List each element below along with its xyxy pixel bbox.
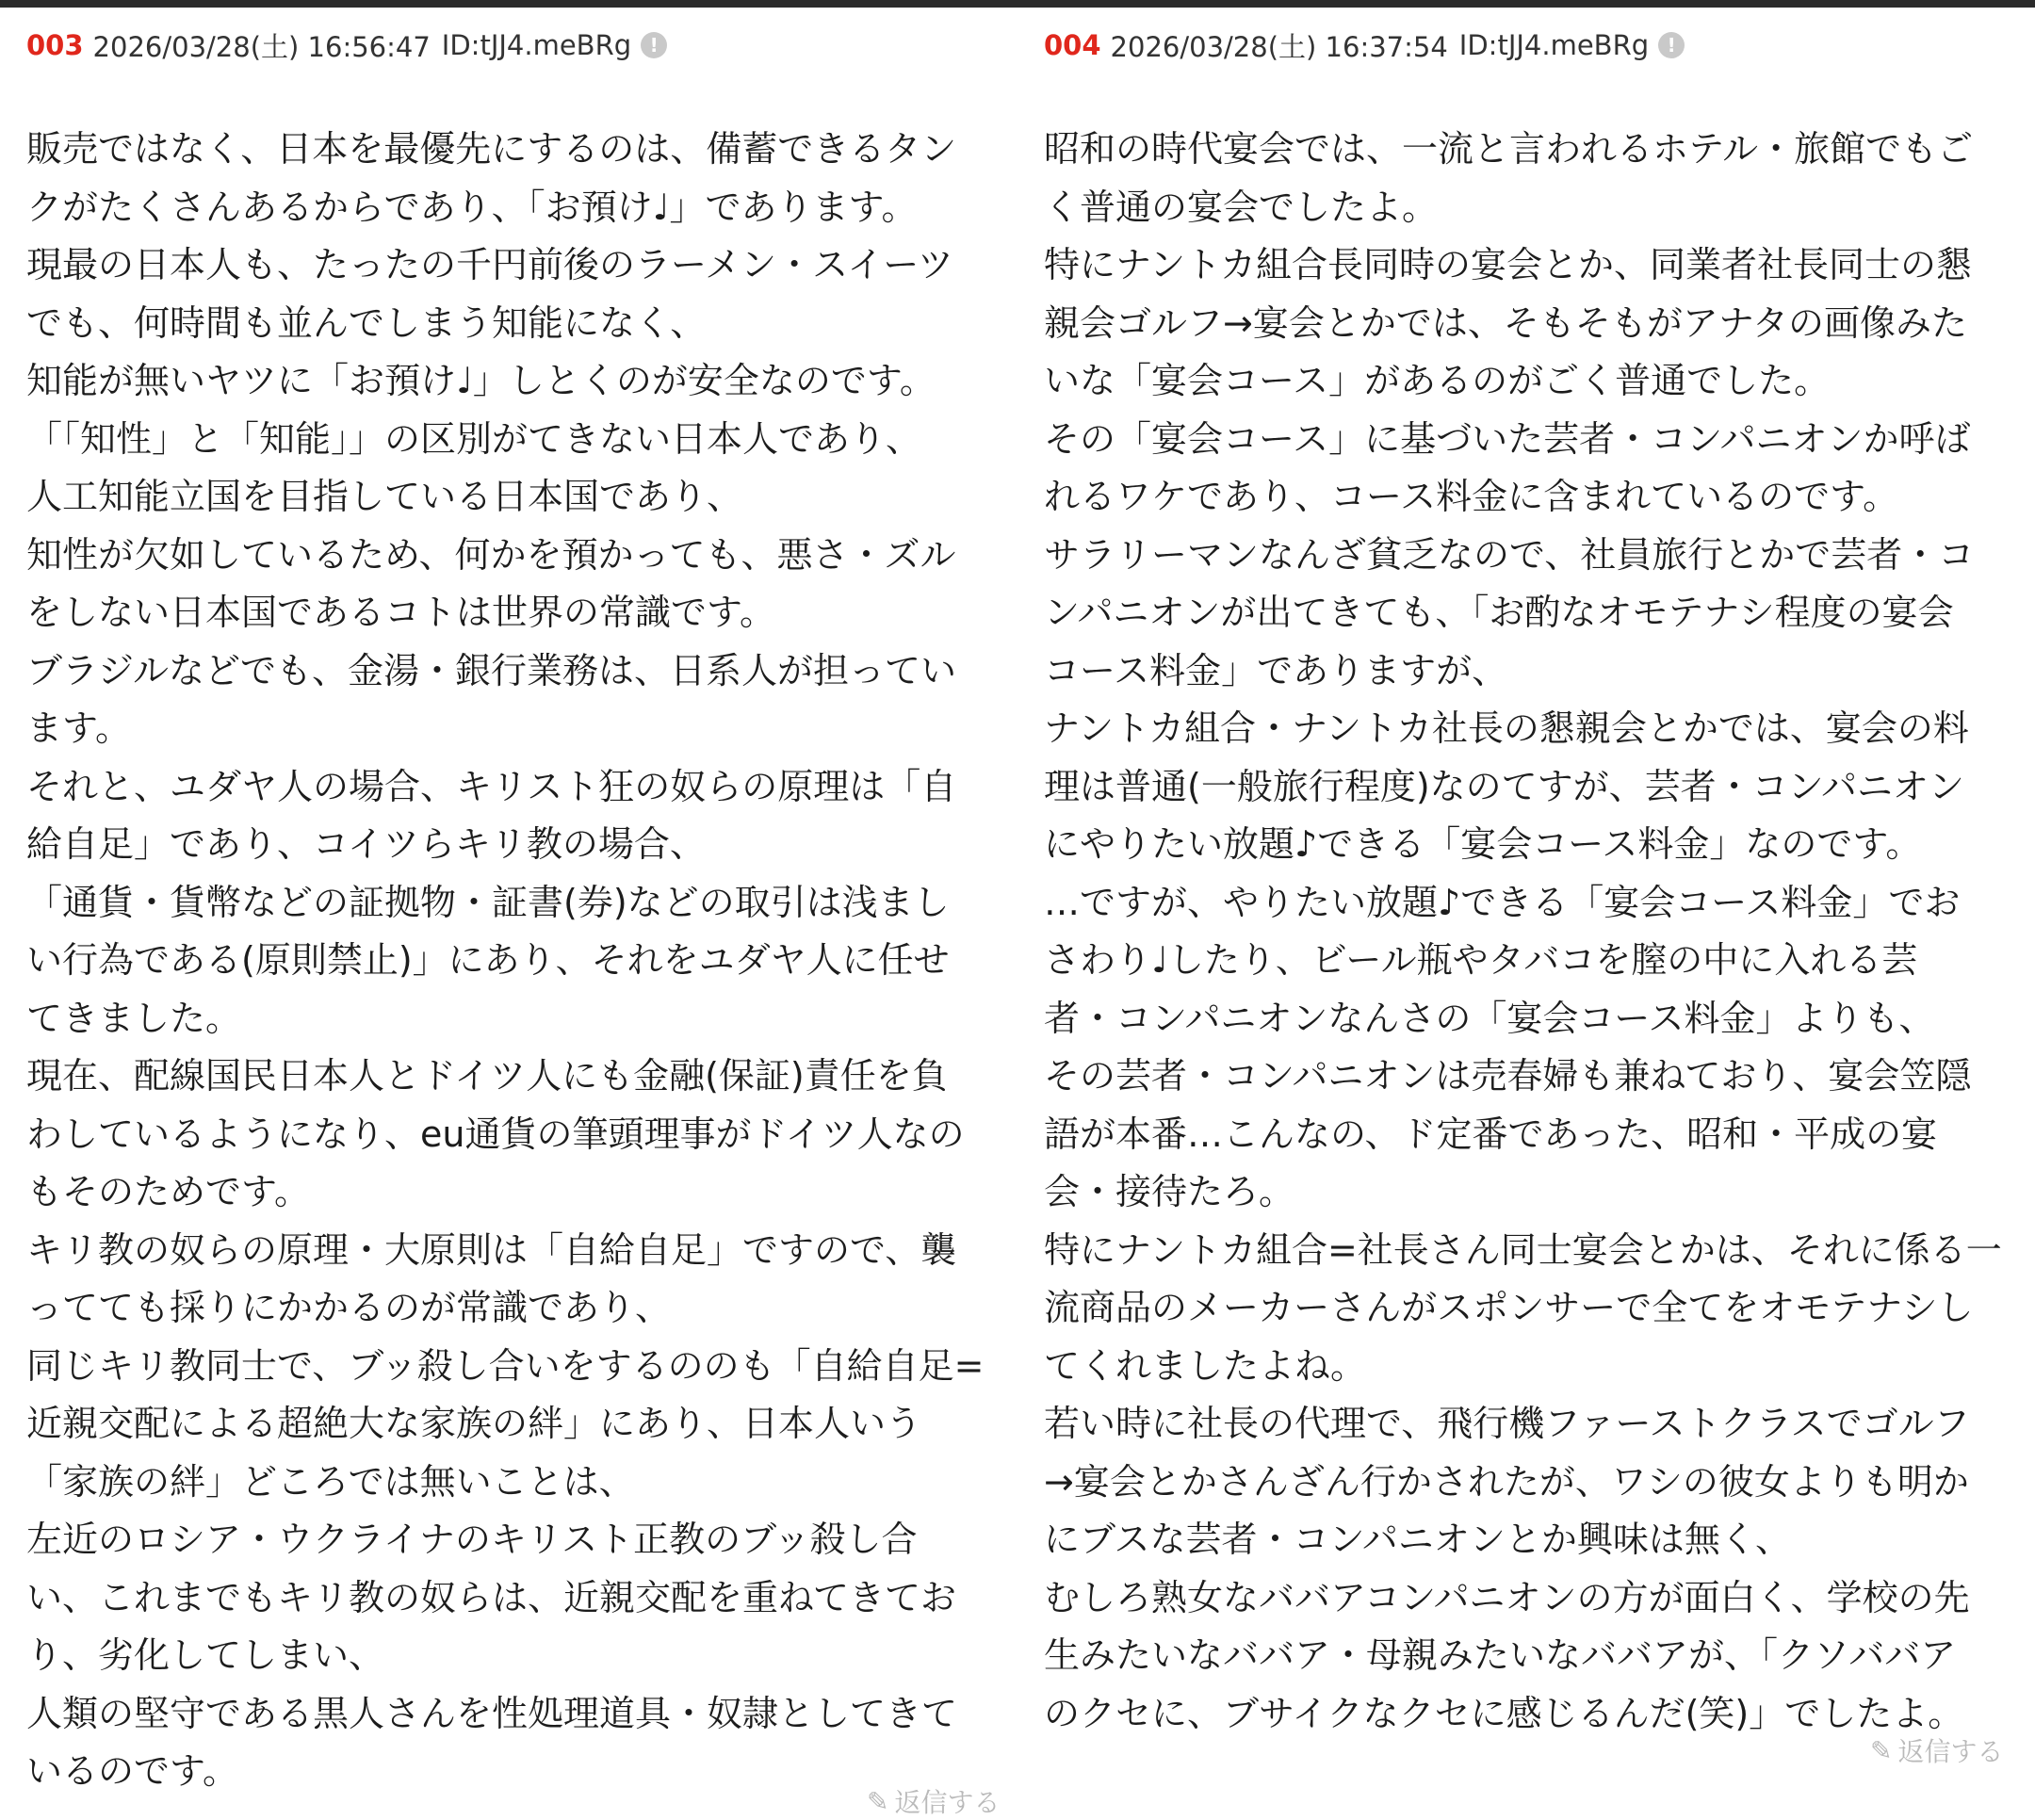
post-text-line: 「家族の絆」どころでは無いことは、 bbox=[26, 1460, 635, 1503]
post-004 bbox=[1044, 26, 2033, 1743]
post-text-line: わしているようになり、eu通貨の筆頭理事がドイツ人なの bbox=[26, 1113, 965, 1155]
post-text-line: いな「宴会コース」があるのがごく普通でした。 bbox=[1044, 360, 1831, 401]
reply-button[interactable] bbox=[867, 1782, 1000, 1820]
post-text-line: クがたくさんあるからであり、「お預け♩」であります。 bbox=[26, 186, 918, 228]
post-text-line: さわり♩したり、ビール瓶やタバコを膣の中に入れる芸 bbox=[1044, 939, 1918, 981]
post-text-line: い、これまでもキリ教の奴らは、近親交配を重ねてきてお bbox=[26, 1576, 957, 1618]
post-text-line: 近親交配による超絶大な家族の絆」にあり、日本人いう bbox=[26, 1403, 922, 1444]
post-text-line: 若い時に社長の代理で、飛行機ファーストクラスでゴルフ bbox=[1044, 1403, 1970, 1444]
post-user-id[interactable]: ID:tJJ4.meBRg bbox=[1458, 29, 1650, 61]
post-body bbox=[1044, 121, 2033, 1743]
reply-button[interactable] bbox=[1870, 1731, 2003, 1769]
post-text-line: ブラジルなどでも、金湯・銀行業務は、日系人が担ってい bbox=[26, 649, 957, 691]
post-text-line: 同じキリ教同士で、ブッ殺し合いをするののも「自給自足= bbox=[26, 1344, 985, 1387]
post-text-line: 者・コンパニオンなんさの「宴会コース料金」よりも、 bbox=[1044, 997, 1935, 1039]
post-text-line: 特にナントカ組合長同時の宴会とか、同業者社長同士の懇 bbox=[1044, 244, 1972, 285]
post-text-line: 昭和の時代宴会では、一流と言われるホテル・旅館でもご bbox=[1044, 128, 1974, 170]
post-text-line: サラリーマンなんざ貧乏なので、社員旅行とかで芸者・コ bbox=[1044, 533, 1975, 576]
post-text-line: 左近のロシア・ウクライナのキリスト正教のブッ殺し合 bbox=[26, 1519, 918, 1560]
post-text-line: にやりたい放題♪できる「宴会コース料金」なのです。 bbox=[1044, 823, 1922, 865]
post-text-line: その芸者・コンパニオンは売春婦も兼ねており、宴会笠隠 bbox=[1044, 1055, 1972, 1097]
post-text-line: コース料金」でありますが、 bbox=[1044, 649, 1508, 691]
post-text-line: ナントカ組合・ナントカ社長の懇親会とかでは、宴会の料 bbox=[1044, 707, 1969, 749]
post-datetime: 2026/03/28(土) 16:56:47 bbox=[92, 30, 431, 63]
post-text-line: ます。 bbox=[26, 707, 131, 749]
info-icon[interactable]: ! bbox=[641, 32, 667, 58]
post-text-line: 生みたいなババア・母親みたいなババアが、「クソババア bbox=[1044, 1634, 1957, 1676]
post-text-line: 流商品のメーカーさんがスポンサーで全てをオモテナシし bbox=[1044, 1287, 1974, 1328]
post-text-line: ってても採りにかかるのが常識であり、 bbox=[26, 1287, 672, 1328]
post-text-line: く普通の宴会でしたよ。 bbox=[1044, 186, 1439, 228]
post-text-line: 現在、配線国民日本人とドイツ人にも金融(保証)責任を負 bbox=[26, 1055, 948, 1097]
info-icon[interactable]: ! bbox=[1658, 32, 1685, 58]
reply-label: 返信する bbox=[1897, 1736, 2004, 1767]
post-text-line: い行為である(原則禁止)」にあり、それをユダヤ人に任せ bbox=[26, 939, 950, 981]
top-bar bbox=[0, 0, 2035, 8]
post-text-line: それと、ユダヤ人の場合、キリスト狂の奴らの原理は「自 bbox=[26, 765, 957, 807]
post-text-line: …ですが、やりたい放題♪できる「宴会コース料金」でお bbox=[1044, 881, 1961, 923]
post-text-line: 語が本番…こんなの、ド定番であった、昭和・平成の宴 bbox=[1044, 1113, 1938, 1155]
post-body bbox=[26, 121, 1016, 1801]
post-text-line: 人工知能立国を目指している日本国であり、 bbox=[26, 476, 743, 517]
post-text-line: もそのためです。 bbox=[26, 1171, 310, 1212]
post-text-line: てくれましたよね。 bbox=[1044, 1344, 1367, 1387]
post-text-line: てきました。 bbox=[26, 997, 242, 1039]
post-text-line: キリ教の奴らの原理・大原則は「自給自足」ですので、襲 bbox=[26, 1228, 957, 1271]
post-text-line: り、劣化してしまい、 bbox=[26, 1634, 385, 1676]
post-text-line: 「通貨・貨幣などの証拠物・証書(券)などの取引は浅まし bbox=[26, 881, 950, 923]
post-text-line: ンパニオンが出てきても、「お酌なオモテナシ程度の宴会 bbox=[1044, 592, 1954, 633]
post-text-line: その「宴会コース」に基づいた芸者・コンパニオンか呼ば bbox=[1044, 417, 1971, 460]
pencil-icon: ✎ bbox=[1870, 1734, 1893, 1766]
post-text-line: 給自足」であり、コイツらキリ教の場合、 bbox=[26, 823, 706, 865]
post-text-line: 会・接待たろ。 bbox=[1044, 1171, 1295, 1212]
post-text-line: 現最の日本人も、たったの千円前後のラーメン・スイーツ bbox=[26, 244, 953, 285]
post-text-line: むしろ熟女なババアコンパニオンの方が面白く、学校の先 bbox=[1044, 1576, 1970, 1618]
post-text-line: →宴会とかさんざん行かされたが、ワシの彼女よりも明か bbox=[1044, 1460, 1969, 1503]
post-text-line: のクセに、ブサイクなクセに感じるんだ(笑)」でしたよ。 bbox=[1044, 1692, 1964, 1734]
post-text-line: れるワケであり、コース料金に含まれているのです。 bbox=[1044, 476, 1899, 517]
post-text-line: いるのです。 bbox=[26, 1750, 238, 1792]
post-user-id[interactable]: ID:tJJ4.meBRg bbox=[441, 29, 632, 61]
post-text-line: 知能が無いヤツに「お預け♩」しとくのが安全なのです。 bbox=[26, 360, 936, 401]
post-number[interactable]: 004 bbox=[1044, 29, 1101, 61]
post-text-line: 特にナントカ組合=社長さん同士宴会とかは、それに係る一 bbox=[1044, 1228, 2002, 1271]
post-text-line: 販売ではなく、日本を最優先にするのは、備蓄できるタン bbox=[26, 128, 957, 170]
post-text-line: 理は普通(一般旅行程度)なのてすが、芸者・コンパニオン bbox=[1044, 765, 1964, 807]
post-003 bbox=[26, 26, 1016, 1801]
post-text-line: でも、何時間も並んでしまう知能になく、 bbox=[26, 301, 707, 344]
post-text-line: 親会ゴルフ→宴会とかでは、そもそもがアナタの画像みた bbox=[1044, 301, 1967, 344]
post-text-line: 知性が欠如しているため、何かを預かっても、悪さ・ズル bbox=[26, 533, 956, 576]
post-header bbox=[26, 26, 1016, 64]
post-number[interactable]: 003 bbox=[26, 29, 84, 61]
pencil-icon: ✎ bbox=[867, 1785, 889, 1817]
post-text-line: にブスな芸者・コンパニオンとか興味は無く、 bbox=[1044, 1519, 1792, 1560]
post-text-line: 「「知性」と「知能」」の区別がてきない日本人であり、 bbox=[26, 417, 922, 460]
post-header bbox=[1044, 26, 2033, 64]
post-text-line: をしない日本国であるコトは世界の常識です。 bbox=[26, 592, 775, 633]
post-text-line: 人類の堅守である黒人さんを性処理道具・奴隷としてきて bbox=[26, 1692, 958, 1734]
post-datetime: 2026/03/28(土) 16:37:54 bbox=[1110, 30, 1448, 63]
reply-label: 返信する bbox=[894, 1787, 1001, 1818]
